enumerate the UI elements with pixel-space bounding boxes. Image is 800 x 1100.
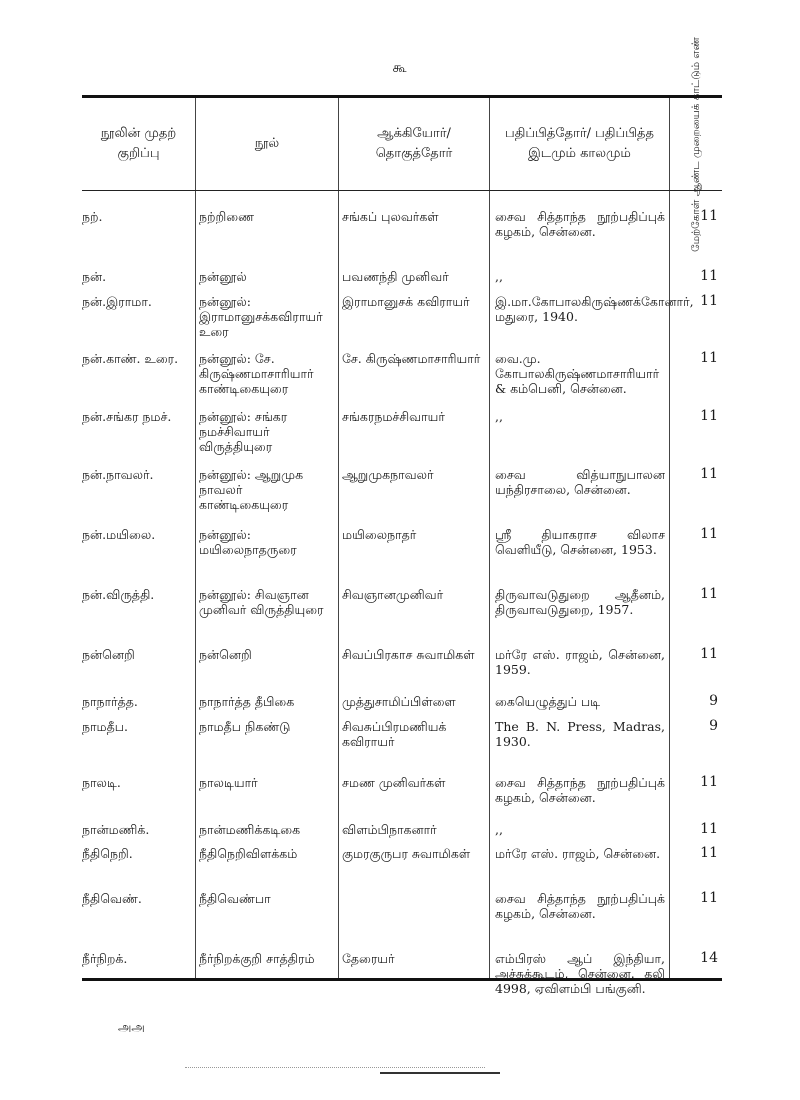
cell-title: நன்னூல்: சிவஞான முனிவர் விருத்தியுரை (199, 587, 324, 617)
cell-author: தேரையர் (342, 951, 395, 966)
cell-title: நன்னூல்: ஆறுமுக நாவலர் காண்டிகையுரை (199, 467, 304, 512)
cell-title: நீதிவெண்பா (199, 891, 271, 906)
cell-publisher: வை.மு. கோபாலகிருஷ்ணமாசாரியார் & கம்பெனி, சென்னை. (495, 351, 660, 396)
cell-title: நற்றிணை (199, 209, 255, 224)
cell-title: நான்மணிக்கடிகை (199, 822, 301, 837)
cell-citation-number: 11 (700, 890, 718, 906)
bibliography-table (82, 36, 722, 996)
cell-publisher: மர்ரே எஸ். ராஜம், சென்னை, 1959. (495, 647, 665, 677)
cell-abbreviation: நீதிநெறி. (82, 846, 133, 861)
cell-title: நீதிநெறிவிளக்கம் (199, 846, 298, 861)
cell-citation-number: 11 (700, 821, 718, 837)
cell-title: நன்னூல் (199, 269, 247, 284)
cell-title: நன்னூல்: சங்கர நமச்சிவாயர் விருத்தியுரை (199, 409, 288, 454)
cell-publisher: ,, (495, 822, 503, 837)
cell-abbreviation: நன்.சங்கர நமச். (82, 409, 172, 424)
cell-citation-number: 11 (700, 466, 718, 482)
cell-title: நீர்நிறக்குறி சாத்திரம் (199, 951, 315, 966)
header-author: ஆக்கியோர்/ தொகுத்தோர் (338, 98, 489, 190)
cell-title: நன்னூல்: மயிலைநாதருரை (199, 527, 297, 557)
cell-citation-number: 9 (709, 693, 718, 709)
cell-title: நன்னூல்: சே. கிருஷ்ணமாசாரியார் காண்டிகையுரை (199, 351, 314, 396)
cell-citation-number: 14 (700, 950, 718, 966)
cell-abbreviation: நன். (82, 269, 107, 284)
table-row (82, 527, 722, 557)
table-row (82, 587, 722, 617)
cell-publisher: இ.மா.கோபாலகிருஷ்ணக்கோனார், மதுரை, 1940. (495, 294, 694, 324)
cell-author: இராமானுசக் கவிராயர் (342, 294, 470, 309)
page-number: கூ (392, 60, 408, 76)
table-row (82, 294, 722, 339)
cell-citation-number: 11 (700, 586, 718, 602)
table-row (82, 694, 722, 709)
cell-publisher: திருவாவடுதுறை ஆதீனம், திருவாவடுதுறை, 1957. (495, 587, 665, 617)
cell-abbreviation: நாமதீப. (82, 719, 129, 734)
cell-citation-number: 9 (709, 718, 718, 734)
cell-publisher: மர்ரே எஸ். ராஜம், சென்னை. (495, 846, 661, 861)
cell-citation-number: 11 (700, 293, 718, 309)
table-row (82, 269, 722, 284)
cell-abbreviation: நான்மணிக். (82, 822, 150, 837)
cell-citation-number: 11 (700, 268, 718, 284)
cell-abbreviation: நன்னெறி (82, 647, 135, 662)
cell-citation-number: 11 (700, 845, 718, 861)
cell-author: மயிலைநாதர் (342, 527, 417, 542)
header-abbreviation: நூலின் முதற் குறிப்பு (100, 126, 177, 161)
table-row (82, 467, 722, 512)
cell-abbreviation: நீர்நிறக். (82, 951, 128, 966)
table-row (82, 209, 722, 239)
cell-publisher: ஸ்ரீ தியாகராச விலாச வெளியீடு, சென்னை, 1953. (495, 527, 665, 557)
cell-title: நன்னூல்: இராமானுசக்கவிராயர் உரை (199, 294, 323, 339)
cell-author: சே. கிருஷ்ணமாசாரியார் (342, 351, 481, 366)
table-row (82, 351, 722, 396)
cell-author: சங்கரநமச்சிவாயர் (342, 409, 445, 424)
cell-publisher: சைவ சித்தாந்த நூற்பதிப்புக் கழகம், சென்னை. (495, 775, 665, 805)
cell-publisher: சைவ சித்தாந்த நூற்பதிப்புக் கழகம், சென்னை. (495, 209, 665, 239)
table-row (82, 647, 722, 677)
footer-mark: அஅ (118, 1020, 145, 1034)
table-row (82, 951, 722, 996)
cell-abbreviation: நன்.விருத்தி. (82, 587, 155, 602)
table-row (82, 822, 722, 837)
cell-author: சங்கப் புலவர்கள் (342, 209, 439, 224)
cell-citation-number: 11 (700, 350, 718, 366)
cell-citation-number: 11 (700, 208, 718, 224)
cell-publisher: ,, (495, 269, 503, 284)
header-publisher: பதிப்பித்தோர்/ பதிப்பித்த இடமும் காலமும் (489, 98, 669, 190)
table-row (82, 719, 722, 749)
header-citation-text: மேற்கோள் ஆண்ட முறையைக் காட்டும் எண் (689, 36, 702, 252)
footer-rule (380, 1072, 500, 1074)
cell-title: நாலடியார் (199, 775, 258, 790)
cell-author: சிவஞானமுனிவர் (342, 587, 444, 602)
cell-publisher: The B. N. Press, Madras, 1930. (495, 719, 665, 749)
cell-author: ஆறுமுகநாவலர் (342, 467, 434, 482)
cell-author: முத்துசாமிப்பிள்ளை (342, 694, 456, 709)
cell-abbreviation: நாலடி. (82, 775, 121, 790)
cell-citation-number: 11 (700, 408, 718, 424)
cell-author: விளம்பிநாகனார் (342, 822, 437, 837)
cell-citation-number: 11 (700, 774, 718, 790)
cell-author: குமரகுருபர சுவாமிகள் (342, 846, 471, 861)
table-row (82, 891, 722, 921)
cell-citation-number: 11 (700, 646, 718, 662)
cell-author: சமண முனிவர்கள் (342, 775, 446, 790)
cell-author: பவணந்தி முனிவர் (342, 269, 449, 284)
cell-publisher: எம்பிரஸ் ஆப் இந்தியா, அச்சுக்கூடம், சென்னை. கலி 4998, ஏவிளம்பி பங்குனி. (495, 951, 665, 996)
cell-publisher: சைவ வித்யாநுபாலன யந்திரசாலை, சென்னை. (495, 467, 665, 497)
cell-abbreviation: நீதிவெண். (82, 891, 142, 906)
cell-abbreviation: நன்.இராமா. (82, 294, 152, 309)
cell-abbreviation: நன்.காண். உரை. (82, 351, 179, 366)
cell-abbreviation: நன்.நாவலர். (82, 467, 154, 482)
cell-author: சிவப்பிரகாச சுவாமிகள் (342, 647, 475, 662)
cell-abbreviation: நாநார்த்த. (82, 694, 138, 709)
table-row (82, 775, 722, 805)
table-body (82, 191, 722, 996)
cell-abbreviation: நற். (82, 209, 103, 224)
cell-title: நாமதீப நிகண்டு (199, 719, 291, 734)
cell-abbreviation: நன்.மயிலை. (82, 527, 156, 542)
table-row (82, 846, 722, 861)
cell-author (338, 891, 489, 921)
cell-title: நன்னெறி (199, 647, 252, 662)
cell-publisher: கையெழுத்துப் படி (495, 694, 601, 709)
cell-publisher: ,, (495, 409, 503, 424)
header-title: நூல் (195, 98, 338, 190)
cell-title: நாநார்த்த தீபிகை (199, 694, 295, 709)
cell-author: சிவசுப்பிரமணியக் கவிராயர் (342, 719, 447, 749)
cell-publisher: சைவ சித்தாந்த நூற்பதிப்புக் கழகம், சென்னை. (495, 891, 665, 921)
footer-dotted-line (185, 1067, 485, 1068)
cell-citation-number: 11 (700, 526, 718, 542)
table-row (82, 409, 722, 454)
